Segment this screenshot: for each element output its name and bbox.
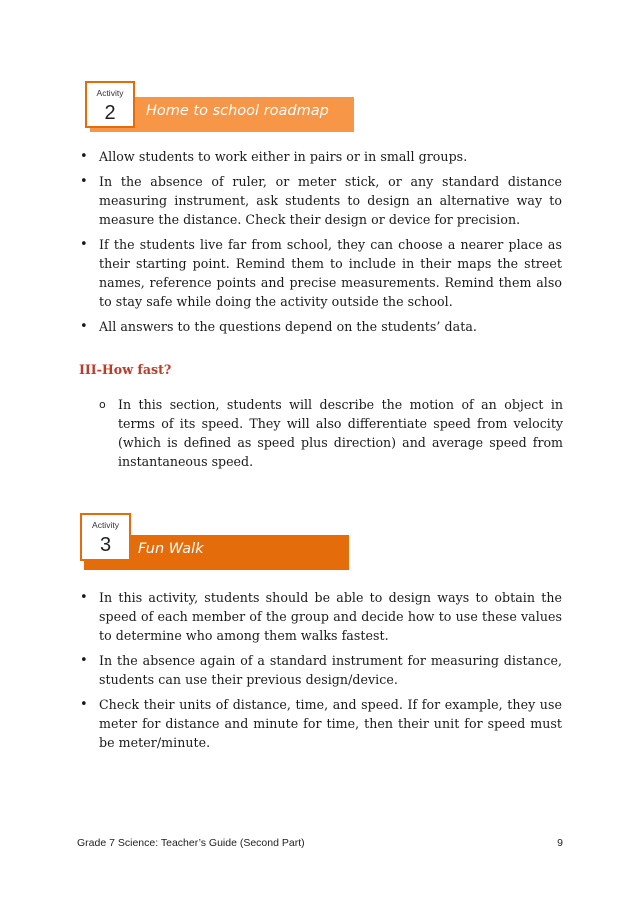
list-item: • In the absence of ruler, or meter stick, or any standard distance measuring instrument, ask students to design an alternative way to measure the distance. Check their design or device for precision. bbox=[80, 172, 562, 229]
activity-2-title: Home to school roadmap bbox=[146, 103, 329, 119]
list-item: • If the students live far from school, they can choose a nearer place as their starting point. Remind them to include in their maps the street names, reference points and precise measurements. Remind them also to stay safe while doing the activity outside the school. bbox=[80, 235, 562, 311]
circle-bullet-icon: o bbox=[99, 398, 106, 411]
activity-3-bullet-list bbox=[80, 588, 562, 758]
activity-3-number: 3 bbox=[99, 534, 112, 556]
list-item: • All answers to the questions depend on the students’ data. bbox=[80, 317, 562, 336]
activity-3-badge bbox=[80, 513, 131, 561]
activity-3-label: Activity bbox=[92, 520, 119, 530]
activity-2-badge bbox=[85, 81, 135, 128]
section-item bbox=[99, 395, 563, 471]
section-item-text: In this section, students will describe the motion of an object in terms of its speed. They will also differentiate speed from velocity (which is defined as speed plus direction) and average speed from instantaneous speed. bbox=[118, 397, 563, 469]
activity-2-number: 2 bbox=[104, 102, 116, 124]
list-item: • Check their units of distance, time, and speed. If for example, they use meter for distance and minute for time, then their unit for speed must be meter/minute. bbox=[80, 695, 562, 752]
section-heading: III-How fast? bbox=[79, 362, 172, 377]
activity-3-title: Fun Walk bbox=[138, 541, 204, 557]
footer-title: Grade 7 Science: Teacher’s Guide (Second Part) bbox=[77, 837, 305, 849]
page-number: 9 bbox=[557, 837, 563, 849]
list-item: • Allow students to work either in pairs or in small groups. bbox=[80, 147, 562, 166]
page-footer bbox=[77, 837, 563, 849]
activity-2-label: Activity bbox=[96, 88, 124, 98]
list-item: • In the absence again of a standard instrument for measuring distance, students can use their previous design/device. bbox=[80, 651, 562, 689]
list-item: • In this activity, students should be able to design ways to obtain the speed of each member of the group and decide how to use these values to determine who among them walks fastest. bbox=[80, 588, 562, 645]
activity-2-bullet-list bbox=[80, 147, 562, 342]
